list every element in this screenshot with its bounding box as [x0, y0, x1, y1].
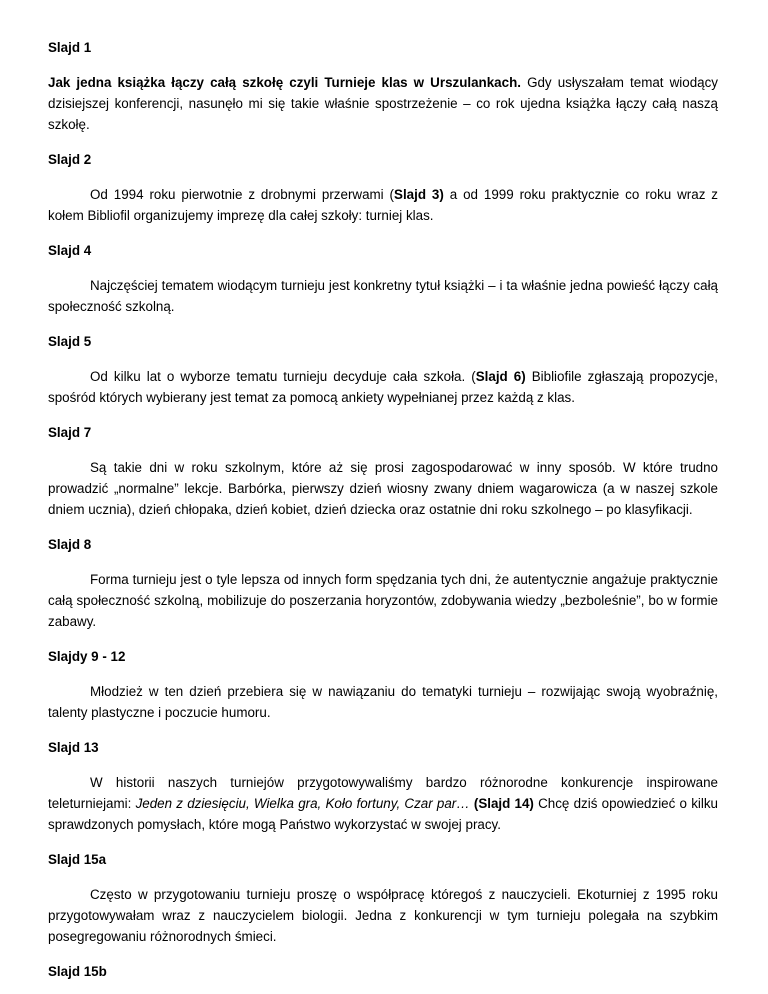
- paragraph: [48, 366, 718, 408]
- slide-reference: Slajd 3): [394, 187, 444, 202]
- paragraph: [48, 772, 718, 835]
- slide-heading: Slajdy 9 - 12: [48, 649, 126, 664]
- paragraph-text: W historii naszych turniejów przygotowywaliśmy bardzo różnorodne konkurencje inspirowane teleturniejami:: [48, 775, 718, 811]
- paragraph: Są takie dni w roku szkolnym, które aż się prosi zagospodarować w inny sposób. W które trudno prowadzić „normalne” lekcje. Barbórka, pierwszy dzień wiosny zwany dniem wagarowicza (a w naszej szkole dniem ucznia), dzień chłopaka, dzień kobiet, dzień dziecka oraz ostatnie dni roku szkolnego – po klasyfikacji.: [48, 460, 718, 517]
- slide-heading: Slajd 15a: [48, 852, 107, 867]
- slide-heading: Slajd 8: [48, 537, 92, 552]
- document-title: Jak jedna książka łączy całą szkołę czyli Turnieje klas w Urszulankach.: [48, 75, 521, 90]
- slide-heading: Slajd 13: [48, 740, 99, 755]
- paragraph-text: Chcę dziś opowiedzieć o kilku sprawdzonych pomysłach, które mogą Państwo wykorzystać w swojej pracy.: [48, 796, 718, 832]
- slide-heading: Slajd 5: [48, 334, 92, 349]
- paragraph: [48, 72, 718, 135]
- paragraph: Najczęściej tematem wiodącym turnieju jest konkretny tytuł książki – i ta właśnie jedna powieść łączy całą społeczność szkolną.: [48, 278, 718, 314]
- paragraph-text: Od kilku lat o wyborze tematu turnieju decyduje cała szkoła. (: [90, 369, 476, 384]
- slide-heading: Slajd 7: [48, 425, 92, 440]
- quiz-show-titles: Jeden z dziesięciu, Wielka gra, Koło fortuny, Czar par…: [135, 796, 470, 811]
- paragraph: Młodzież w ten dzień przebiera się w nawiązaniu do tematyki turnieju – rozwijając swoją wyobraźnię, talenty plastyczne i poczucie humoru.: [48, 684, 718, 720]
- paragraph: Często w przygotowaniu turnieju proszę o współpracę któregoś z nauczycieli. Ekoturniej z 1995 roku przygotowywałam wraz z nauczycielem biologii. Jedna z konkurencji w tym turnieju polegała na szybkim posegregowaniu różnorodnych śmieci.: [48, 887, 718, 944]
- paragraph-text: Od 1994 roku pierwotnie z drobnymi przerwami (: [90, 187, 395, 202]
- paragraph-text: Bibliofile zgłaszają propozycje, spośród których wybierany jest temat za pomocą ankiety wypełnianej przez każdą z klas.: [48, 369, 718, 405]
- slide-heading: Slajd 4: [48, 243, 92, 258]
- paragraph: [48, 184, 718, 226]
- slide-reference: Slajd 6): [475, 369, 526, 384]
- slide-heading: Slajd 2: [48, 152, 92, 167]
- slide-reference: (Slajd 14): [469, 796, 534, 811]
- slide-heading: Slajd 1: [48, 40, 92, 55]
- slide-heading: Slajd 15b: [48, 964, 107, 979]
- paragraph-text: Gdy usłyszałam temat wiodący dzisiejszej konferencji, nasunęło mi się takie właśnie spostrzeżenie – co rok ujedna książka łączy całą naszą szkołę.: [48, 75, 718, 132]
- paragraph: Forma turnieju jest o tyle lepsza od innych form spędzania tych dni, że autentycznie angażuje praktycznie całą społeczność szkolną, mobilizuje do poszerzania horyzontów, zdobywania wiedzy „bezboleśnie”, bo w formie zabawy.: [48, 572, 718, 629]
- paragraph-text: a od 1999 roku praktycznie co roku wraz z kołem Bibliofil organizujemy imprezę dla całej szkoły: turniej klas.: [48, 187, 719, 223]
